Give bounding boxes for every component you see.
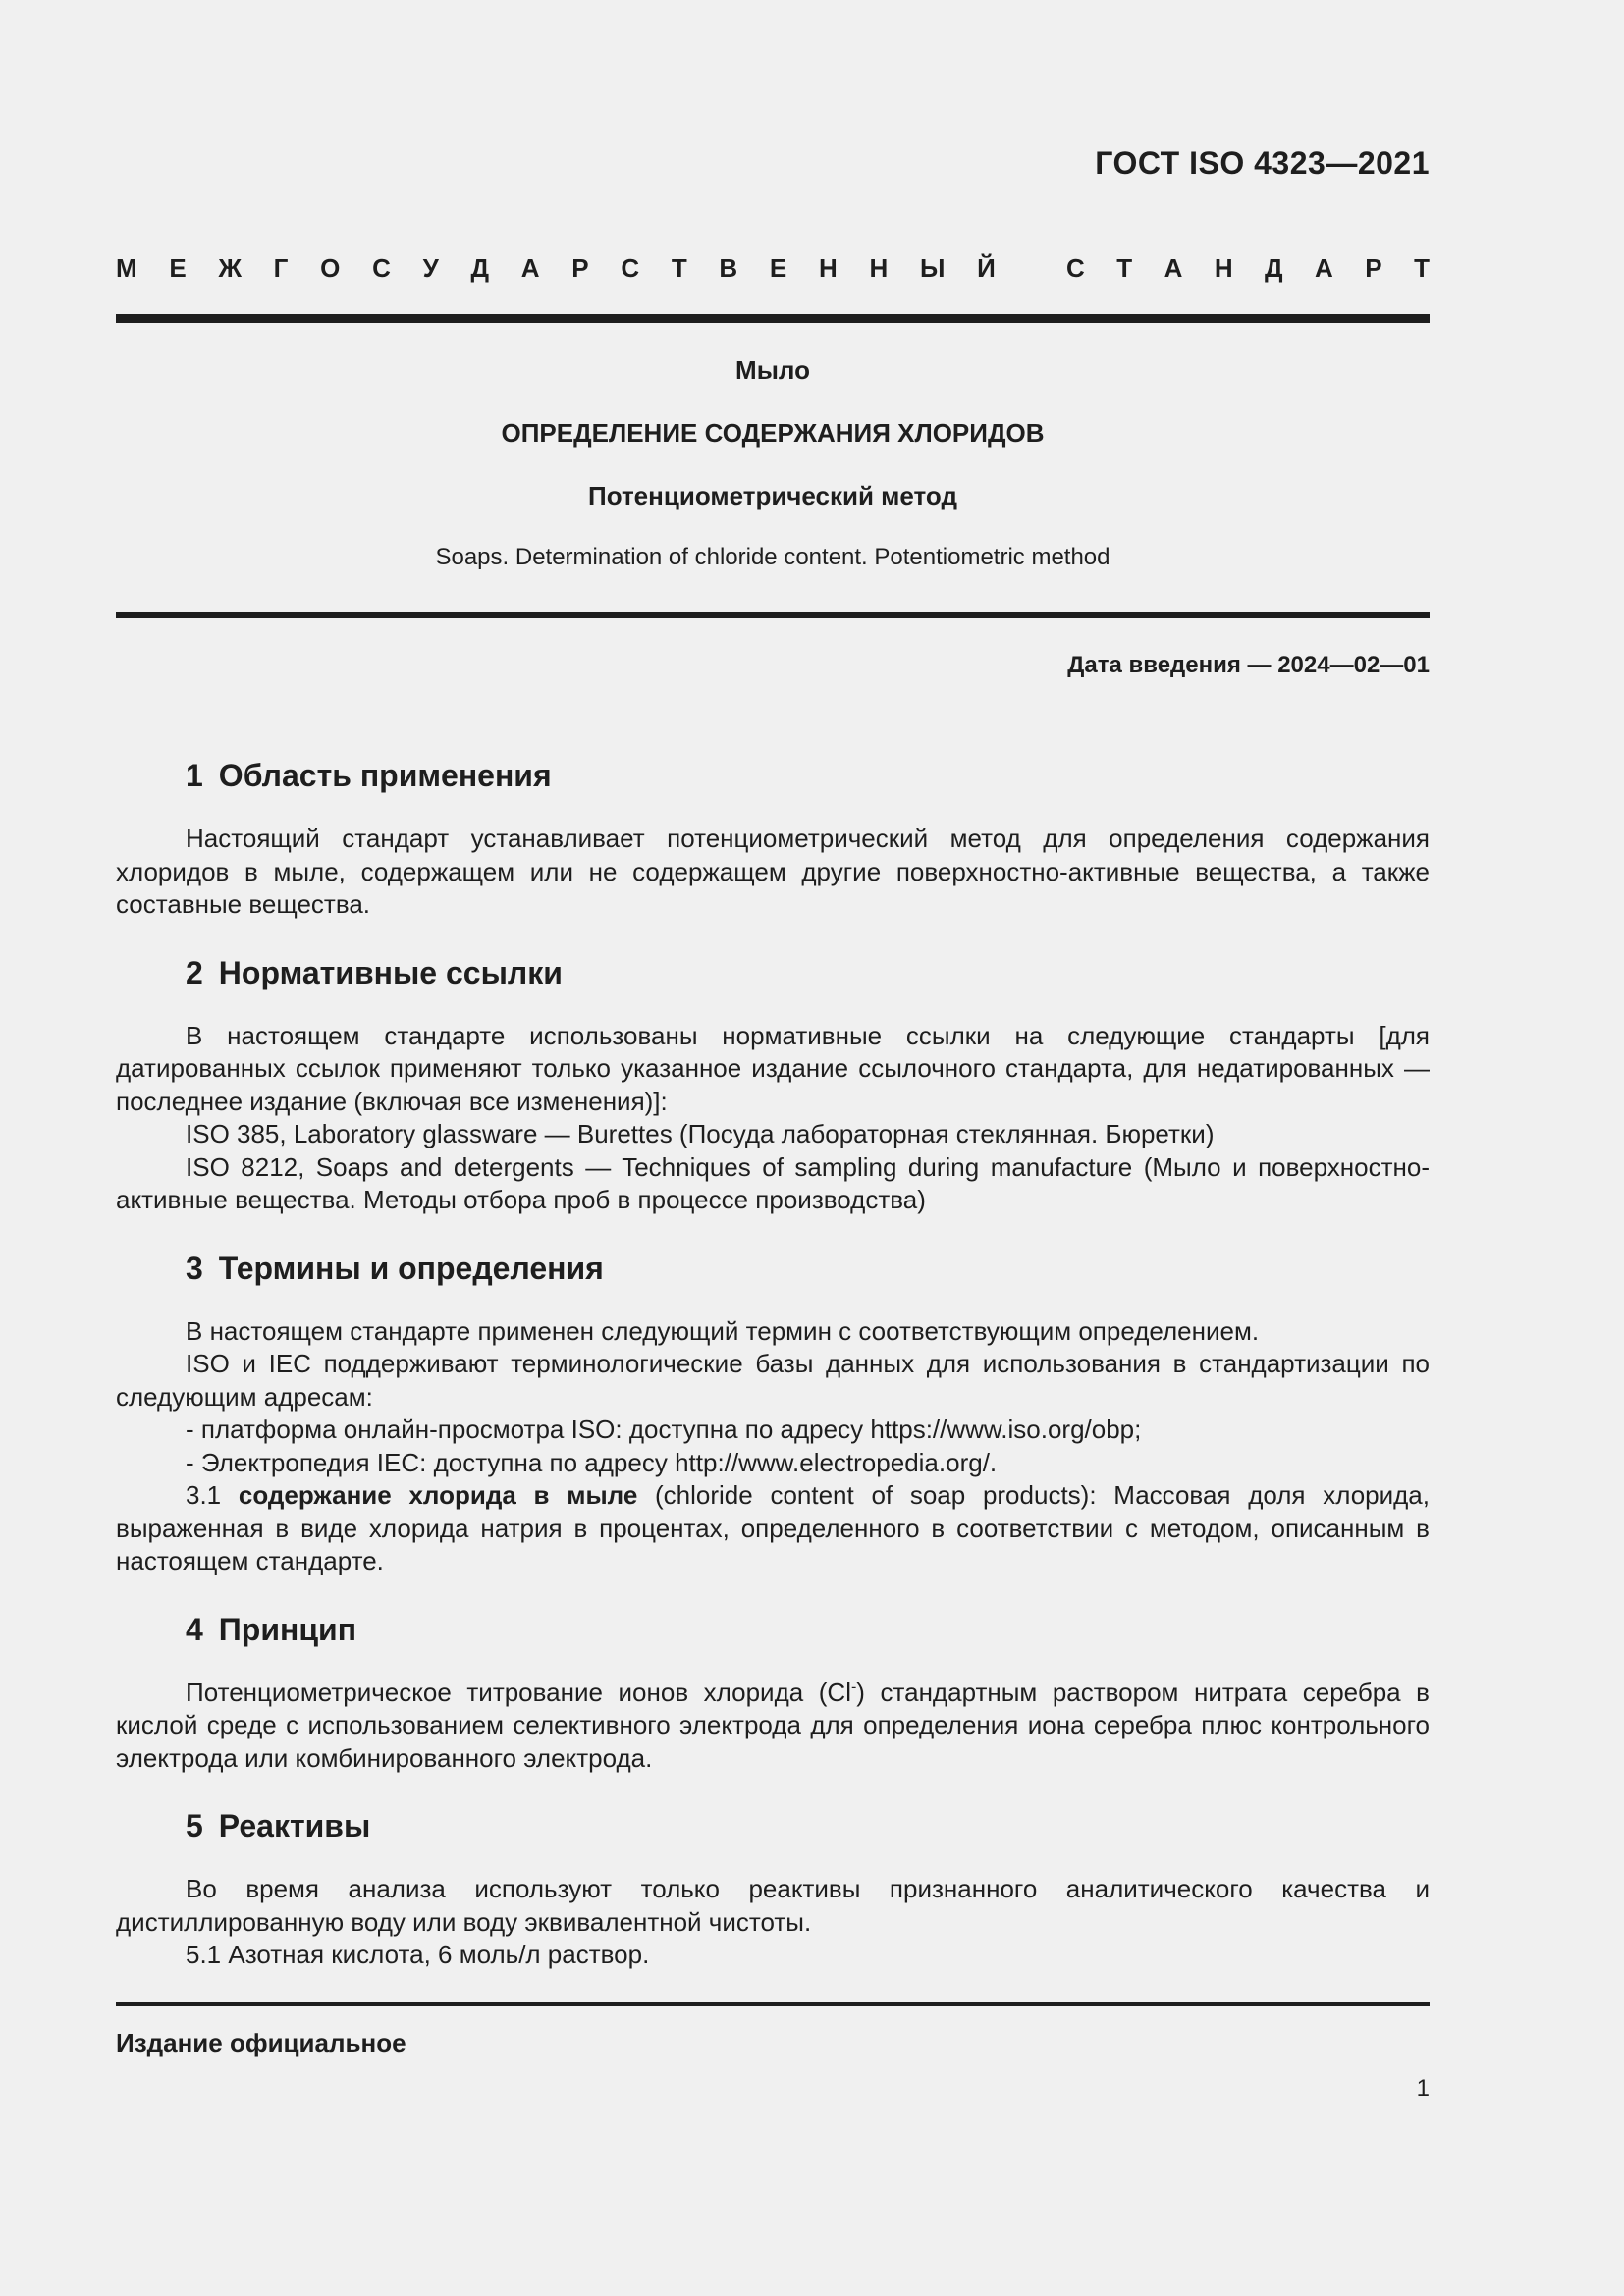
paragraph xyxy=(116,1677,1430,1776)
reference-item: ISO 8212, Soaps and detergents — Techniques of sampling during manufacture (Мыло и поверхностно-активные вещества. Методы отбора проб в процессе производства) xyxy=(116,1151,1430,1214)
standard-type-heading xyxy=(116,253,1430,284)
section-number: 5 xyxy=(186,1808,203,1843)
heading-letter: С xyxy=(621,253,640,283)
term-text: (chloride content of soap products): Массовая доля хлорида, выраженная в виде хлорида натрия в процентах, определенного в соответствии с методом, описанным в настоящем стандарте. xyxy=(116,1480,1430,1575)
section-title: Реактивы xyxy=(218,1808,371,1843)
heading-letter: Д xyxy=(1265,253,1283,283)
official-edition-label: Издание официальное xyxy=(116,2028,406,2057)
section-heading xyxy=(116,953,1430,992)
title-divider xyxy=(116,612,1430,618)
superscript: - xyxy=(850,1678,857,1695)
paragraph: Во время анализа используют только реактивы признанного аналитического качества и дистиллированную воду или воду эквивалентной чистоты. xyxy=(116,1874,1430,1937)
section-heading xyxy=(116,1610,1430,1649)
footer-divider xyxy=(116,2002,1430,2006)
section-title: Область применения xyxy=(218,758,552,793)
heading-letter: Т xyxy=(1414,253,1430,283)
section-number: 4 xyxy=(186,1611,203,1647)
paragraph: В настоящем стандарте применен следующий термин с соответствующим определением. xyxy=(186,1315,1260,1346)
section-principle xyxy=(116,1610,1430,1776)
heading-letter: А xyxy=(1164,253,1183,283)
term-number: 3.1 xyxy=(186,1480,222,1510)
title-method: Потенциометрический метод xyxy=(588,481,957,510)
title-english: Soaps. Determination of chloride content. Potentiometric method xyxy=(435,544,1110,570)
term-definition xyxy=(116,1479,1430,1578)
heading-letter: А xyxy=(520,253,540,283)
section-terms-definitions xyxy=(116,1249,1430,1578)
page-number: 1 xyxy=(1416,2075,1430,2102)
section-heading xyxy=(116,1806,1430,1845)
section-title: Нормативные ссылки xyxy=(218,954,563,990)
paragraph: Настоящий стандарт устанавливает потенциометрический метод для определения содержания хлоридов в мыле, содержащем или не содержащем другие поверхностно-активные вещества, а также составные вещества. xyxy=(116,824,1430,919)
paragraph-text: ) стандартным раствором нитрата серебра в кислой среде с использованием селективного электрода для определения иона серебра плюс контрольного электрода или комбинированного электрода. xyxy=(116,1677,1430,1773)
introduction-date: Дата введения — 2024—02—01 xyxy=(1067,652,1430,678)
top-divider xyxy=(116,314,1430,323)
term-name: содержание хлорида в мыле xyxy=(238,1480,638,1510)
paragraph: ISO и IEC поддерживают терминологические базы данных для использования в стандартизации по следующим адресам: xyxy=(116,1349,1430,1412)
heading-letter: Й xyxy=(977,253,996,283)
heading-letter: Р xyxy=(1365,253,1382,283)
heading-letter: Т xyxy=(1116,253,1133,283)
heading-letter: Ы xyxy=(919,253,946,283)
heading-letter: Т xyxy=(671,253,687,283)
section-number: 2 xyxy=(186,954,203,990)
reference-item: ISO 385, Laboratory glassware — Burettes (Посуда лабораторная стеклянная. Бюретки) xyxy=(186,1119,1215,1148)
heading-letter: А xyxy=(1315,253,1333,283)
list-item: - платформа онлайн-просмотра ISO: доступна по адресу https://www.iso.org/obp; xyxy=(186,1415,1142,1444)
document-code: ГОСТ ISO 4323—2021 xyxy=(1095,145,1430,181)
paragraph: 5.1 Азотная кислота, 6 моль/л раствор. xyxy=(186,1940,650,1969)
section-number: 3 xyxy=(186,1250,203,1286)
section-heading xyxy=(116,1249,1430,1288)
heading-letter: Ж xyxy=(218,253,242,283)
title-main: ОПРЕДЕЛЕНИЕ СОДЕРЖАНИЯ ХЛОРИДОВ xyxy=(501,418,1045,448)
heading-letter: Е xyxy=(769,253,787,283)
document-body xyxy=(116,756,1430,2003)
heading-letter: У xyxy=(422,253,439,283)
heading-letter: М xyxy=(116,253,137,283)
paragraph: В настоящем стандарте использованы нормативные ссылки на следующие стандарты [для датированных ссылок применяют только указанное издание ссылочного стандарта, для недатированных — последнее издание (включая все изменения)]: xyxy=(116,1020,1430,1116)
section-title: Принцип xyxy=(218,1611,357,1647)
section-scope xyxy=(116,756,1430,922)
paragraph-text: Потенциометрическое титрование ионов хлорида (Cl xyxy=(186,1677,851,1707)
heading-letter: Н xyxy=(818,253,838,283)
heading-letter: Е xyxy=(169,253,187,283)
heading-letter: О xyxy=(320,253,341,283)
heading-letter: В xyxy=(719,253,738,283)
heading-letter: Н xyxy=(1214,253,1233,283)
section-reagents xyxy=(116,1806,1430,1972)
heading-letter: Р xyxy=(571,253,589,283)
section-title: Термины и определения xyxy=(218,1250,604,1286)
heading-letter: Г xyxy=(273,253,289,283)
heading-letter: Н xyxy=(869,253,889,283)
list-item: - Электропедия IEC: доступна по адресу http://www.electropedia.org/. xyxy=(186,1447,998,1477)
section-number: 1 xyxy=(186,758,203,793)
heading-letter: С xyxy=(1066,253,1085,283)
standard-type-word-1 xyxy=(116,253,996,284)
standard-type-word-2 xyxy=(1066,253,1430,284)
section-heading xyxy=(116,756,1430,795)
heading-letter: Д xyxy=(470,253,490,283)
heading-letter: С xyxy=(372,253,391,283)
section-normative-references xyxy=(116,953,1430,1217)
title-subject: Мыло xyxy=(735,355,810,385)
